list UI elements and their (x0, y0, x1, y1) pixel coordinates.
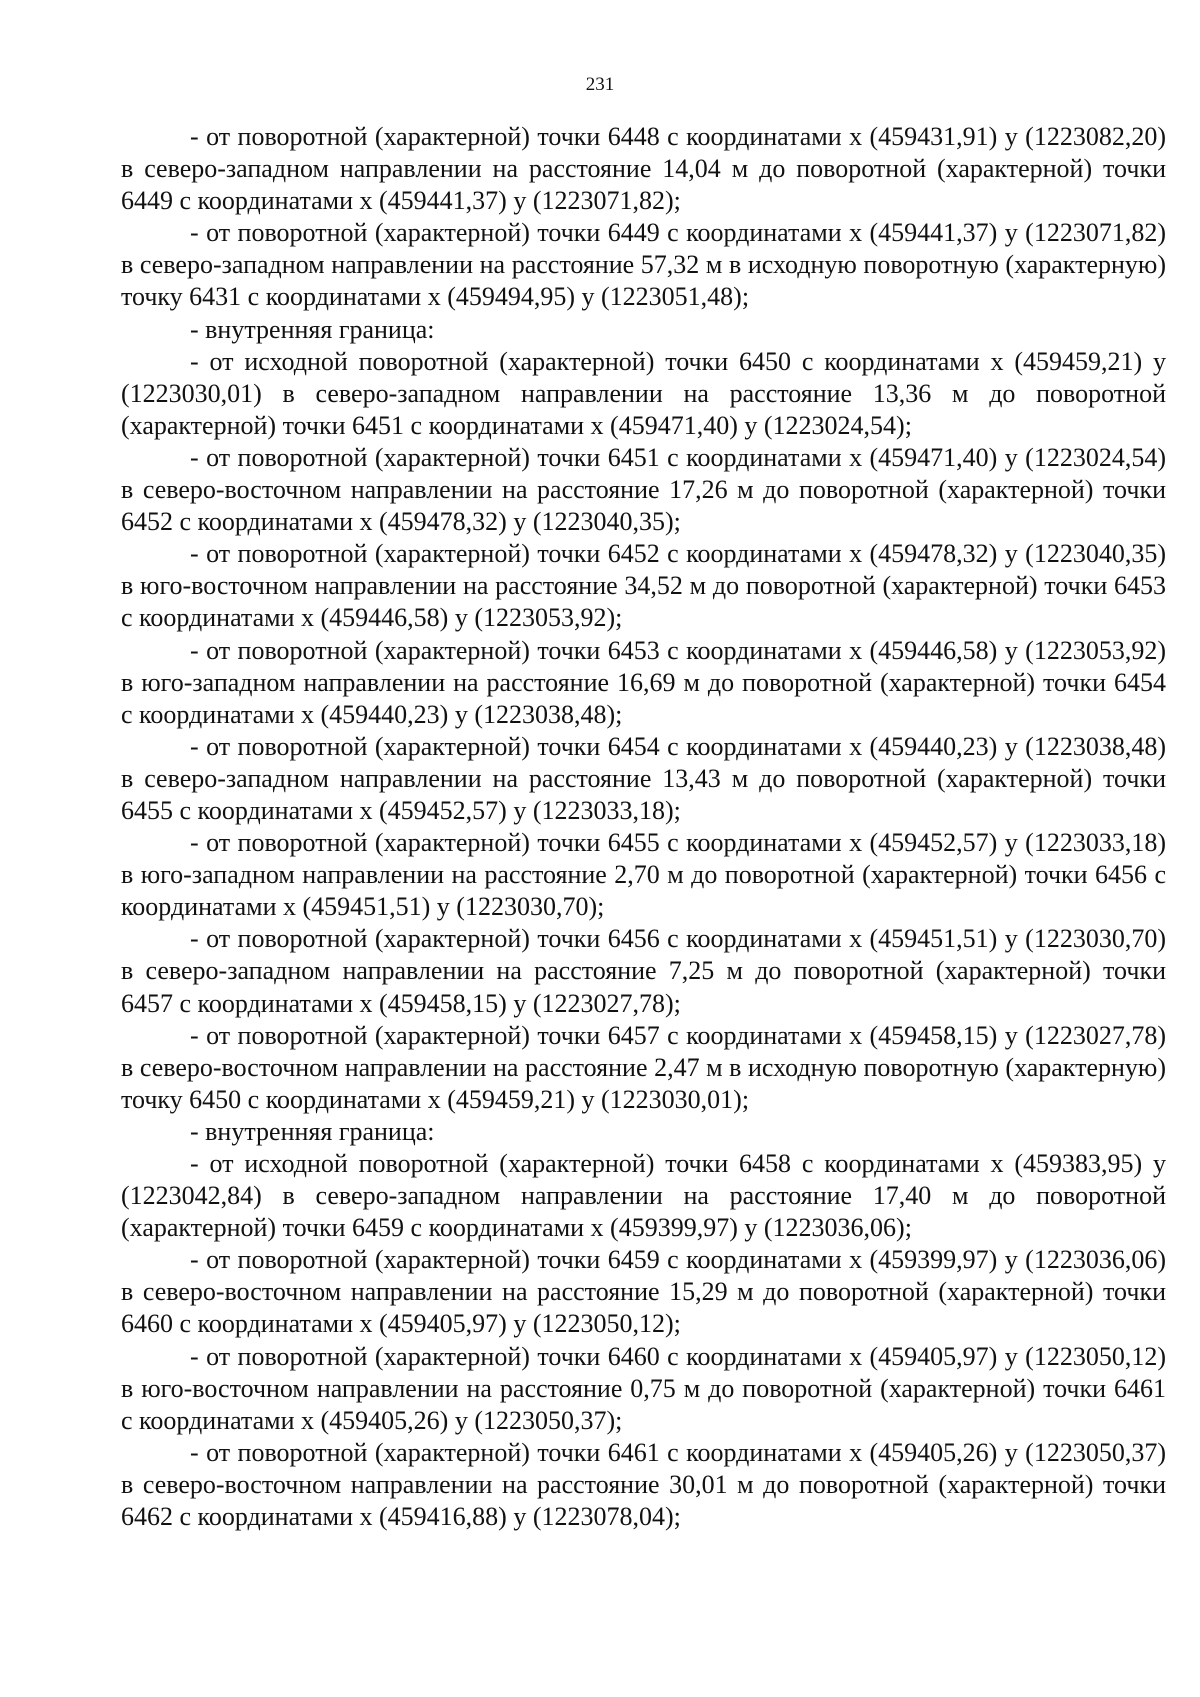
paragraph: - от поворотной (характерной) точки 6449 с координатами х (459441,37) у (1223071,82) в северо-западном направлении на расстояние 57,32 м в исходную поворотную (характерную) точку 6431 с координатами х (459494,95) у (1223051,48); (121, 218, 1166, 312)
paragraph: - от поворотной (характерной) точки 6451 с координатами х (459471,40) у (1223024,54) в северо-восточном направлении на расстояние 17,26 м до поворотной (характерной) точки 6452 с координатами х (459478,32) у (1223040,35); (121, 442, 1166, 537)
paragraph: - от поворотной (характерной) точки 6448 с координатами х (459431,91) у (1223082,20) в северо-западном направлении на расстояние 14,04 м до поворотной (характерной) точки 6449 с координатами х (459441,37) у (1223071,82); (121, 122, 1166, 216)
document-body (121, 121, 1166, 1533)
paragraph: - от поворотной (характерной) точки 6460 с координатами х (459405,97) у (1223050,12) в юго-восточном направлении на расстояние 0,75 м до поворотной (характерной) точки 6461 с координатами х (459405,26) у (1223050,37); (121, 1341, 1166, 1435)
paragraph: - от поворотной (характерной) точки 6461 с координатами х (459405,26) у (1223050,37) в северо-восточном направлении на расстояние 30,01 м до поворотной (характерной) точки 6462 с координатами х (459416,88) у (1223078,04); (121, 1437, 1166, 1532)
paragraph: - от поворотной (характерной) точки 6452 с координатами х (459478,32) у (1223040,35) в юго-восточном направлении на расстояние 34,52 м до поворотной (характерной) точки 6453 с координатами х (459446,58) у (1223053,92); (121, 539, 1166, 633)
section-heading: - внутренняя граница: (190, 1116, 435, 1146)
paragraph: - от поворотной (характерной) точки 6453 с координатами х (459446,58) у (1223053,92) в юго-западном направлении на расстояние 16,69 м до поворотной (характерной) точки 6454 с координатами х (459440,23) у (1223038,48); (121, 635, 1166, 729)
paragraph: - от поворотной (характерной) точки 6455 с координатами х (459452,57) у (1223033,18) в юго-западном направлении на расстояние 2,70 м до поворотной (характерной) точки 6456 с координатами х (459451,51) у (1223030,70); (121, 828, 1166, 922)
section-heading: - внутренняя граница: (190, 314, 435, 344)
paragraph: - от поворотной (характерной) точки 6459 с координатами х (459399,97) у (1223036,06) в северо-восточном направлении на расстояние 15,29 м до поворотной (характерной) точки 6460 с координатами х (459405,97) у (1223050,12); (121, 1245, 1166, 1339)
paragraph: - от исходной поворотной (характерной) точки 6458 с координатами х (459383,95) у (1223042,84) в северо-западном направлении на расстояние 17,40 м до поворотной (характерной) точки 6459 с координатами х (459399,97) у (1223036,06); (121, 1149, 1166, 1243)
paragraph: - от исходной поворотной (характерной) точки 6450 с координатами х (459459,21) у (1223030,01) в северо-западном направлении на расстояние 13,36 м до поворотной (характерной) точки 6451 с координатами х (459471,40) у (1223024,54); (121, 346, 1166, 440)
paragraph: - от поворотной (характерной) точки 6457 с координатами х (459458,15) у (1223027,78) в северо-восточном направлении на расстояние 2,47 м в исходную поворотную (характерную) точку 6450 с координатами х (459459,21) у (1223030,01); (121, 1020, 1166, 1114)
paragraph: - от поворотной (характерной) точки 6454 с координатами х (459440,23) у (1223038,48) в северо-западном направлении на расстояние 13,43 м до поворотной (характерной) точки 6455 с координатами х (459452,57) у (1223033,18); (121, 731, 1166, 825)
page-number: 231 (585, 74, 615, 95)
paragraph: - от поворотной (характерной) точки 6456 с координатами х (459451,51) у (1223030,70) в северо-западном направлении на расстояние 7,25 м до поворотной (характерной) точки 6457 с координатами х (459458,15) у (1223027,78); (121, 924, 1166, 1018)
